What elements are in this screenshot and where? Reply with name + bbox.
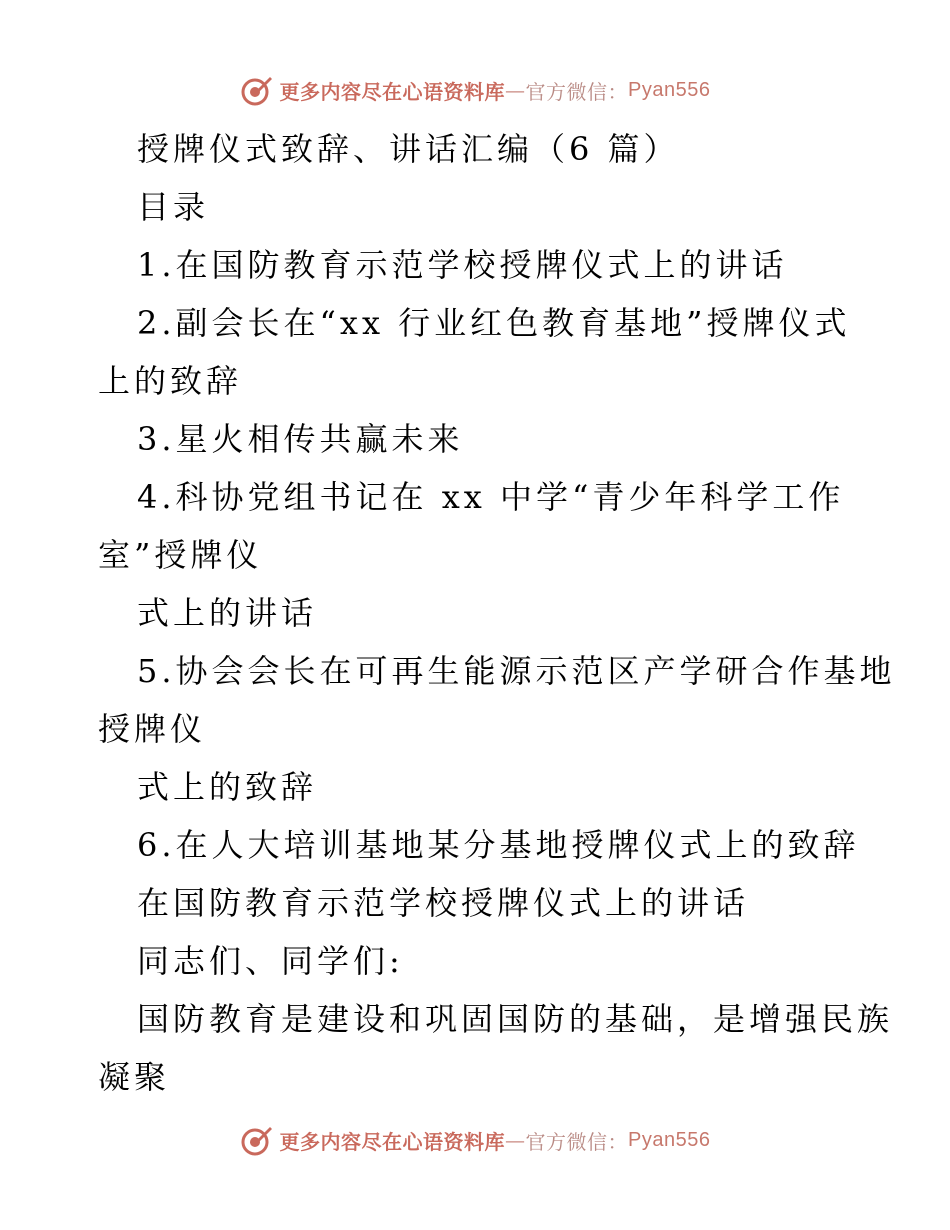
toc-heading: 目录 <box>137 188 210 226</box>
watermark-separator: — <box>505 1128 526 1152</box>
toc-item-3: 3.星火相传共赢未来 <box>137 420 464 458</box>
toc-item-6: 6.在人大培训基地某分基地授牌仪式上的致辞 <box>137 826 860 864</box>
watermark-main-text: 更多内容尽在心语资料库 <box>279 79 506 104</box>
body-paragraph: 国防教育是建设和巩固国防的基础，是增强民族 <box>137 1000 894 1038</box>
pen-logo-icon <box>240 1123 274 1157</box>
header-watermark <box>0 70 950 110</box>
watermark-wechat-id: Pyan556 <box>628 1128 711 1151</box>
toc-item-2-continued: 上的致辞 <box>98 362 243 400</box>
toc-item-2: 2.副会长在“xx 行业红色教育基地”授牌仪式 <box>137 304 851 342</box>
toc-item-4-continued-2: 式上的讲话 <box>137 594 318 632</box>
watermark-wechat-label: 官方微信： <box>525 79 629 104</box>
toc-item-5: 5.协会会长在可再生能源示范区产学研合作基地 <box>137 652 896 690</box>
body-paragraph-continued: 凝聚 <box>98 1058 171 1096</box>
pen-logo-icon <box>240 73 274 107</box>
toc-item-1: 1.在国防教育示范学校授牌仪式上的讲话 <box>137 246 788 284</box>
toc-item-4: 4.科协党组书记在 xx 中学“青少年科学工作 <box>137 478 845 516</box>
salutation: 同志们、同学们: <box>137 942 404 980</box>
toc-item-5-continued-2: 式上的致辞 <box>137 768 318 806</box>
watermark-separator: — <box>505 78 526 102</box>
document-body <box>98 120 896 1106</box>
toc-item-5-continued: 授牌仪 <box>98 710 207 748</box>
footer-watermark <box>0 1120 950 1160</box>
section-heading: 在国防教育示范学校授牌仪式上的讲话 <box>137 884 750 922</box>
toc-item-4-continued: 室”授牌仪 <box>98 536 263 574</box>
document-title: 授牌仪式致辞、讲话汇编（6 篇） <box>137 130 680 168</box>
watermark-main-text: 更多内容尽在心语资料库 <box>279 1129 506 1154</box>
watermark-wechat-label: 官方微信： <box>525 1129 629 1154</box>
watermark-wechat-id: Pyan556 <box>628 78 711 101</box>
